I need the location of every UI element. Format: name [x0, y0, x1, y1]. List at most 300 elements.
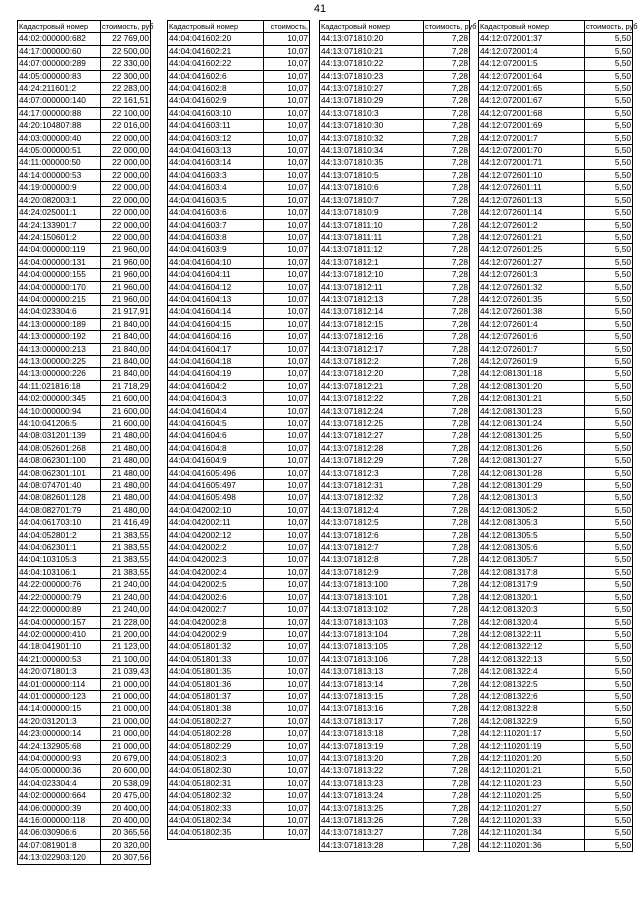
table-row: [320, 641, 470, 653]
cadastral-number-cell: 44:12:110201:19: [479, 740, 585, 752]
table-row: [18, 790, 151, 802]
cadastral-number-cell: 44:04:041604:10: [168, 256, 264, 268]
cadastral-number-cell: 44:13:071812:22: [320, 393, 424, 405]
table-row: [168, 157, 310, 169]
cost-cell: 10,07: [264, 244, 310, 256]
cadastral-number-cell: 44:05:000000:36: [18, 765, 101, 777]
table-row: [18, 269, 151, 281]
table-row: [168, 95, 310, 107]
cost-cell: 10,07: [264, 765, 310, 777]
cost-cell: 20 538,09: [101, 777, 151, 789]
cadastral-number-cell: 44:13:071813:17: [320, 715, 424, 727]
cost-cell: 5,50: [585, 628, 633, 640]
cost-cell: 7,28: [424, 678, 470, 690]
table-row: [168, 120, 310, 132]
cadastral-number-cell: 44:04:042002:2: [168, 542, 264, 554]
cost-cell: 5,50: [585, 740, 633, 752]
cadastral-number-cell: 44:13:071812:11: [320, 281, 424, 293]
cadastral-number-cell: 44:04:041604:3: [168, 393, 264, 405]
cadastral-number-cell: 44:02:000000:410: [18, 628, 101, 640]
table-row: [168, 430, 310, 442]
cadastral-number-cell: 44:04:041603:10: [168, 107, 264, 119]
cost-cell: 5,50: [585, 666, 633, 678]
cadastral-number-cell: 44:12:072601:9: [479, 355, 585, 367]
cadastral-number-cell: 44:13:000000:189: [18, 318, 101, 330]
table-row: [18, 815, 151, 827]
cadastral-number-cell: 44:08:062301:100: [18, 455, 101, 467]
cost-cell: 10,07: [264, 107, 310, 119]
cadastral-number-cell: 44:12:072001:68: [479, 107, 585, 119]
cost-cell: 21 240,00: [101, 604, 151, 616]
table-row: [18, 231, 151, 243]
table-row: [479, 777, 633, 789]
table-row: [168, 715, 310, 727]
table-row: [18, 591, 151, 603]
cadastral-number-cell: 44:20:104807:88: [18, 120, 101, 132]
cost-cell: 21 480,00: [101, 467, 151, 479]
table-row: [18, 169, 151, 181]
cadastral-number-cell: 44:13:071812:9: [320, 566, 424, 578]
table-row: [479, 703, 633, 715]
cost-cell: 21 383,55: [101, 554, 151, 566]
cadastral-number-cell: 44:13:071813:15: [320, 690, 424, 702]
table-row: [168, 33, 310, 45]
cadastral-number-cell: 44:20:031201:3: [18, 715, 101, 727]
cadastral-number-cell: 44:24:211601:2: [18, 83, 101, 95]
table-row: [168, 256, 310, 268]
cost-cell: 22 000,00: [101, 194, 151, 206]
cost-cell: 5,50: [585, 231, 633, 243]
cadastral-number-cell: 44:24:133901:7: [18, 219, 101, 231]
cost-cell: 5,50: [585, 132, 633, 144]
cost-cell: 21 000,00: [101, 703, 151, 715]
cadastral-number-cell: 44:12:110201:17: [479, 728, 585, 740]
cost-cell: 7,28: [424, 827, 470, 839]
cost-cell: 10,07: [264, 641, 310, 653]
table-row: [479, 83, 633, 95]
table-row: [18, 70, 151, 82]
cost-cell: 22 300,00: [101, 70, 151, 82]
table-row: [479, 802, 633, 814]
table-row: [18, 157, 151, 169]
cost-cell: 10,07: [264, 542, 310, 554]
cost-cell: 21 000,00: [101, 715, 151, 727]
table-row: [168, 70, 310, 82]
table-row: [320, 306, 470, 318]
cost-cell: 5,50: [585, 815, 633, 827]
table-row: [18, 33, 151, 45]
cost-cell: 10,07: [264, 95, 310, 107]
cadastral-number-cell: 44:04:051802:28: [168, 728, 264, 740]
cadastral-number-cell: 44:04:103105:3: [18, 554, 101, 566]
cadastral-number-cell: 44:12:081301:27: [479, 455, 585, 467]
table-row: [479, 728, 633, 740]
cadastral-number-cell: 44:20:071801:3: [18, 666, 101, 678]
table-row: [18, 405, 151, 417]
table-row: [320, 95, 470, 107]
table-row: [18, 703, 151, 715]
cadastral-number-cell: 44:04:041603:12: [168, 132, 264, 144]
cost-cell: 5,50: [585, 604, 633, 616]
table-row: [320, 393, 470, 405]
cadastral-number-cell: 44:12:081301:20: [479, 380, 585, 392]
cadastral-number-cell: 44:04:041603:5: [168, 194, 264, 206]
cadastral-number-cell: 44:04:041603:13: [168, 145, 264, 157]
cadastral-number-cell: 44:04:042002:9: [168, 628, 264, 640]
cadastral-number-cell: 44:13:071812:3: [320, 467, 424, 479]
table-row: [18, 641, 151, 653]
cost-cell: 10,07: [264, 380, 310, 392]
cost-cell: 5,50: [585, 566, 633, 578]
header-cost: стоимость,: [264, 21, 310, 33]
cost-cell: 10,07: [264, 628, 310, 640]
table-row: [18, 194, 151, 206]
cadastral-number-cell: 44:04:042002:5: [168, 579, 264, 591]
cadastral-number-cell: 44:12:081301:24: [479, 418, 585, 430]
table-row: [320, 604, 470, 616]
cadastral-number-cell: 44:12:081317:9: [479, 579, 585, 591]
cadastral-number-cell: 44:13:071810:6: [320, 182, 424, 194]
table-row: [479, 566, 633, 578]
table-row: [168, 231, 310, 243]
cost-cell: 21 383,55: [101, 566, 151, 578]
table-row: [479, 194, 633, 206]
cost-cell: 21 383,55: [101, 529, 151, 541]
table-row: [18, 207, 151, 219]
cadastral-number-cell: 44:12:081322:11: [479, 628, 585, 640]
table-row: [320, 728, 470, 740]
cost-cell: 5,50: [585, 752, 633, 764]
cost-cell: 7,28: [424, 256, 470, 268]
table-row: [168, 690, 310, 702]
table-row: [320, 579, 470, 591]
cadastral-number-cell: 44:04:041604:12: [168, 281, 264, 293]
cadastral-number-cell: 44:08:062301:101: [18, 467, 101, 479]
cadastral-number-cell: 44:01:000000:114: [18, 678, 101, 690]
table-row: [320, 765, 470, 777]
table-row: [168, 368, 310, 380]
table-row: [18, 529, 151, 541]
cost-cell: 21 840,00: [101, 355, 151, 367]
cost-cell: 5,50: [585, 70, 633, 82]
cadastral-number-cell: 44:13:071812:27: [320, 430, 424, 442]
cost-cell: 5,50: [585, 467, 633, 479]
cost-cell: 10,07: [264, 157, 310, 169]
cost-cell: 21 960,00: [101, 293, 151, 305]
table-row: [18, 777, 151, 789]
cadastral-number-cell: 44:12:081305:3: [479, 517, 585, 529]
cadastral-number-cell: 44:04:000000:131: [18, 256, 101, 268]
table-row: [18, 616, 151, 628]
cadastral-number-cell: 44:13:071810:3: [320, 107, 424, 119]
cadastral-number-cell: 44:12:081301:29: [479, 480, 585, 492]
cost-cell: 7,28: [424, 529, 470, 541]
cadastral-number-cell: 44:13:071812:28: [320, 442, 424, 454]
cost-cell: 5,50: [585, 777, 633, 789]
cost-cell: 21 960,00: [101, 281, 151, 293]
table-row: [479, 380, 633, 392]
cadastral-number-cell: 44:04:051801:37: [168, 690, 264, 702]
cadastral-number-cell: 44:13:071812:5: [320, 517, 424, 529]
cost-cell: 5,50: [585, 529, 633, 541]
cadastral-number-cell: 44:12:110201:27: [479, 802, 585, 814]
cadastral-number-cell: 44:12:081301:28: [479, 467, 585, 479]
cadastral-number-cell: 44:13:071813:20: [320, 752, 424, 764]
cadastral-number-cell: 44:04:000000:170: [18, 281, 101, 293]
cost-cell: 5,50: [585, 542, 633, 554]
table-row: [168, 306, 310, 318]
cost-cell: 21 840,00: [101, 368, 151, 380]
cadastral-number-cell: 44:13:071813:16: [320, 703, 424, 715]
table-row: [18, 318, 151, 330]
cadastral-number-cell: 44:13:071810:21: [320, 45, 424, 57]
cost-cell: 21 480,00: [101, 504, 151, 516]
cadastral-number-cell: 44:13:071813:28: [320, 839, 424, 851]
cadastral-number-cell: 44:12:072601:32: [479, 281, 585, 293]
cost-cell: 20 320,00: [101, 839, 151, 851]
cost-cell: 7,28: [424, 517, 470, 529]
cost-cell: 20 365,56: [101, 827, 151, 839]
table-row: [168, 827, 310, 839]
cost-cell: 7,28: [424, 380, 470, 392]
table-row: [18, 839, 151, 851]
table-row: [479, 715, 633, 727]
cadastral-number-cell: 44:13:071810:30: [320, 120, 424, 132]
cost-cell: 21 039,43: [101, 666, 151, 678]
table-row: [479, 368, 633, 380]
table-row: [18, 343, 151, 355]
cost-cell: 7,28: [424, 182, 470, 194]
cadastral-number-cell: 44:13:071813:105: [320, 641, 424, 653]
cost-cell: 21 240,00: [101, 579, 151, 591]
table-row: [18, 45, 151, 57]
table-row: [479, 641, 633, 653]
table-row: [479, 331, 633, 343]
table-row: [479, 827, 633, 839]
cost-cell: 7,28: [424, 306, 470, 318]
cost-cell: 5,50: [585, 678, 633, 690]
cost-cell: 7,28: [424, 492, 470, 504]
cost-cell: 7,28: [424, 802, 470, 814]
cadastral-number-cell: 44:12:081301:3: [479, 492, 585, 504]
cadastral-number-cell: 44:04:051802:33: [168, 802, 264, 814]
cadastral-number-cell: 44:04:042002:7: [168, 604, 264, 616]
cost-cell: 7,28: [424, 58, 470, 70]
table-row: [320, 231, 470, 243]
table-row: [18, 107, 151, 119]
cost-cell: 20 475,00: [101, 790, 151, 802]
cadastral-number-cell: 44:04:041604:4: [168, 405, 264, 417]
cost-cell: 7,28: [424, 815, 470, 827]
cost-cell: 22 769,00: [101, 33, 151, 45]
cost-cell: 10,07: [264, 467, 310, 479]
cost-cell: 5,50: [585, 517, 633, 529]
cadastral-number-cell: 44:13:071812:25: [320, 418, 424, 430]
cadastral-number-cell: 44:12:072601:2: [479, 219, 585, 231]
cadastral-number-cell: 44:12:072601:25: [479, 244, 585, 256]
cost-cell: 7,28: [424, 70, 470, 82]
cost-cell: 7,28: [424, 33, 470, 45]
cost-cell: 10,07: [264, 318, 310, 330]
cost-cell: 7,28: [424, 293, 470, 305]
cost-cell: 7,28: [424, 628, 470, 640]
table-row: [479, 815, 633, 827]
cadastral-number-cell: 44:13:071813:13: [320, 666, 424, 678]
cost-cell: 5,50: [585, 405, 633, 417]
cost-cell: 7,28: [424, 442, 470, 454]
cost-cell: 10,07: [264, 442, 310, 454]
cost-cell: 7,28: [424, 281, 470, 293]
header-cadastral-number: Кадастровый номер: [479, 21, 585, 33]
cadastral-number-cell: 44:04:051801:38: [168, 703, 264, 715]
table-row: [320, 740, 470, 752]
cadastral-number-cell: 44:14:000000:53: [18, 169, 101, 181]
table-row: [18, 802, 151, 814]
cost-cell: 7,28: [424, 591, 470, 603]
cost-cell: 7,28: [424, 157, 470, 169]
cost-cell: 7,28: [424, 554, 470, 566]
cost-cell: 10,07: [264, 653, 310, 665]
cadastral-number-cell: 44:17:000000:60: [18, 45, 101, 57]
cost-cell: 7,28: [424, 318, 470, 330]
cadastral-number-cell: 44:13:071813:100: [320, 579, 424, 591]
cost-cell: 22 330,00: [101, 58, 151, 70]
cost-cell: 10,07: [264, 83, 310, 95]
cadastral-number-cell: 44:12:072601:13: [479, 194, 585, 206]
cadastral-number-cell: 44:12:072601:21: [479, 231, 585, 243]
table-row: [479, 616, 633, 628]
cost-cell: 5,50: [585, 107, 633, 119]
cadastral-number-cell: 44:13:071813:26: [320, 815, 424, 827]
table-row: [320, 591, 470, 603]
cadastral-number-cell: 44:04:051801:33: [168, 653, 264, 665]
cadastral-number-cell: 44:12:072001:67: [479, 95, 585, 107]
cost-cell: 10,07: [264, 306, 310, 318]
table-row: [320, 802, 470, 814]
cost-cell: 10,07: [264, 182, 310, 194]
cadastral-number-cell: 44:08:052601:268: [18, 442, 101, 454]
table-row: [18, 653, 151, 665]
table-row: [168, 653, 310, 665]
table-row: [479, 504, 633, 516]
table-row: [18, 331, 151, 343]
cadastral-number-cell: 44:13:000000:192: [18, 331, 101, 343]
table-row: [479, 839, 633, 851]
cost-cell: 10,07: [264, 554, 310, 566]
cost-cell: 10,07: [264, 269, 310, 281]
table-row: [168, 703, 310, 715]
table-row: [18, 306, 151, 318]
cost-cell: 7,28: [424, 777, 470, 789]
table-row: [168, 777, 310, 789]
table-row: [168, 442, 310, 454]
table-row: [18, 355, 151, 367]
cost-cell: 10,07: [264, 715, 310, 727]
cadastral-number-cell: 44:12:072601:6: [479, 331, 585, 343]
cost-cell: 5,50: [585, 554, 633, 566]
cadastral-number-cell: 44:12:072001:64: [479, 70, 585, 82]
cost-cell: 22 000,00: [101, 169, 151, 181]
table-row: [320, 554, 470, 566]
table-row: [18, 517, 151, 529]
table-row: [320, 653, 470, 665]
cadastral-number-cell: 44:12:081322:13: [479, 653, 585, 665]
cadastral-number-cell: 44:04:041603:6: [168, 207, 264, 219]
table-row: [479, 628, 633, 640]
table-row: [320, 343, 470, 355]
cadastral-number-cell: 44:13:071810:32: [320, 132, 424, 144]
cadastral-number-cell: 44:13:071812:24: [320, 405, 424, 417]
header-cost: стоимость, руб: [586, 22, 638, 31]
cadastral-number-cell: 44:04:041604:15: [168, 318, 264, 330]
cadastral-number-cell: 44:12:072601:38: [479, 306, 585, 318]
table-row: [320, 380, 470, 392]
cost-cell: 5,50: [585, 83, 633, 95]
cost-cell: 5,50: [585, 430, 633, 442]
table-row: [320, 145, 470, 157]
table-row: [18, 480, 151, 492]
table-row: [168, 107, 310, 119]
table-row: [479, 690, 633, 702]
table-row: [18, 244, 151, 256]
cadastral-number-cell: 44:23:000000:14: [18, 728, 101, 740]
cost-cell: 21 100,00: [101, 653, 151, 665]
cadastral-number-cell: 44:12:081305:6: [479, 542, 585, 554]
cost-cell: 7,28: [424, 231, 470, 243]
table-row: [320, 839, 470, 851]
table-row: [18, 628, 151, 640]
cadastral-number-cell: 44:13:022903:120: [18, 852, 101, 864]
cadastral-number-cell: 44:04:041602:6: [168, 70, 264, 82]
cadastral-number-cell: 44:04:023304:4: [18, 777, 101, 789]
cadastral-number-cell: 44:12:081301:26: [479, 442, 585, 454]
cadastral-number-cell: 44:13:071812:1: [320, 256, 424, 268]
table-row: [320, 83, 470, 95]
cost-cell: 10,07: [264, 752, 310, 764]
table-row: [479, 182, 633, 194]
cadastral-number-cell: 44:04:041604:11: [168, 269, 264, 281]
cadastral-number-cell: 44:22:000000:76: [18, 579, 101, 591]
cadastral-number-cell: 44:10:041206:5: [18, 418, 101, 430]
cost-cell: 22 000,00: [101, 231, 151, 243]
cadastral-number-cell: 44:04:051802:3: [168, 752, 264, 764]
table-row: [168, 616, 310, 628]
table-row: [168, 169, 310, 181]
table-row: [18, 368, 151, 380]
table-row: [168, 566, 310, 578]
cadastral-number-cell: 44:04:041604:5: [168, 418, 264, 430]
cost-cell: 7,28: [424, 455, 470, 467]
cadastral-number-cell: 44:12:081322:5: [479, 678, 585, 690]
table-row: [168, 815, 310, 827]
table-row: [320, 45, 470, 57]
cadastral-number-cell: 44:04:062301:1: [18, 542, 101, 554]
table-row: [479, 678, 633, 690]
cadastral-number-cell: 44:04:042002:4: [168, 566, 264, 578]
cost-cell: 7,28: [424, 542, 470, 554]
cost-cell: 10,07: [264, 58, 310, 70]
cost-cell: 5,50: [585, 802, 633, 814]
cadastral-number-cell: 44:12:081322:8: [479, 703, 585, 715]
cost-cell: 7,28: [424, 393, 470, 405]
table-row: [18, 120, 151, 132]
table-row: [479, 405, 633, 417]
cadastral-number-cell: 44:04:000000:157: [18, 616, 101, 628]
cadastral-number-cell: 44:12:110201:33: [479, 815, 585, 827]
cost-cell: 10,07: [264, 132, 310, 144]
cadastral-number-cell: 44:02:000000:664: [18, 790, 101, 802]
cadastral-number-cell: 44:12:072001:69: [479, 120, 585, 132]
